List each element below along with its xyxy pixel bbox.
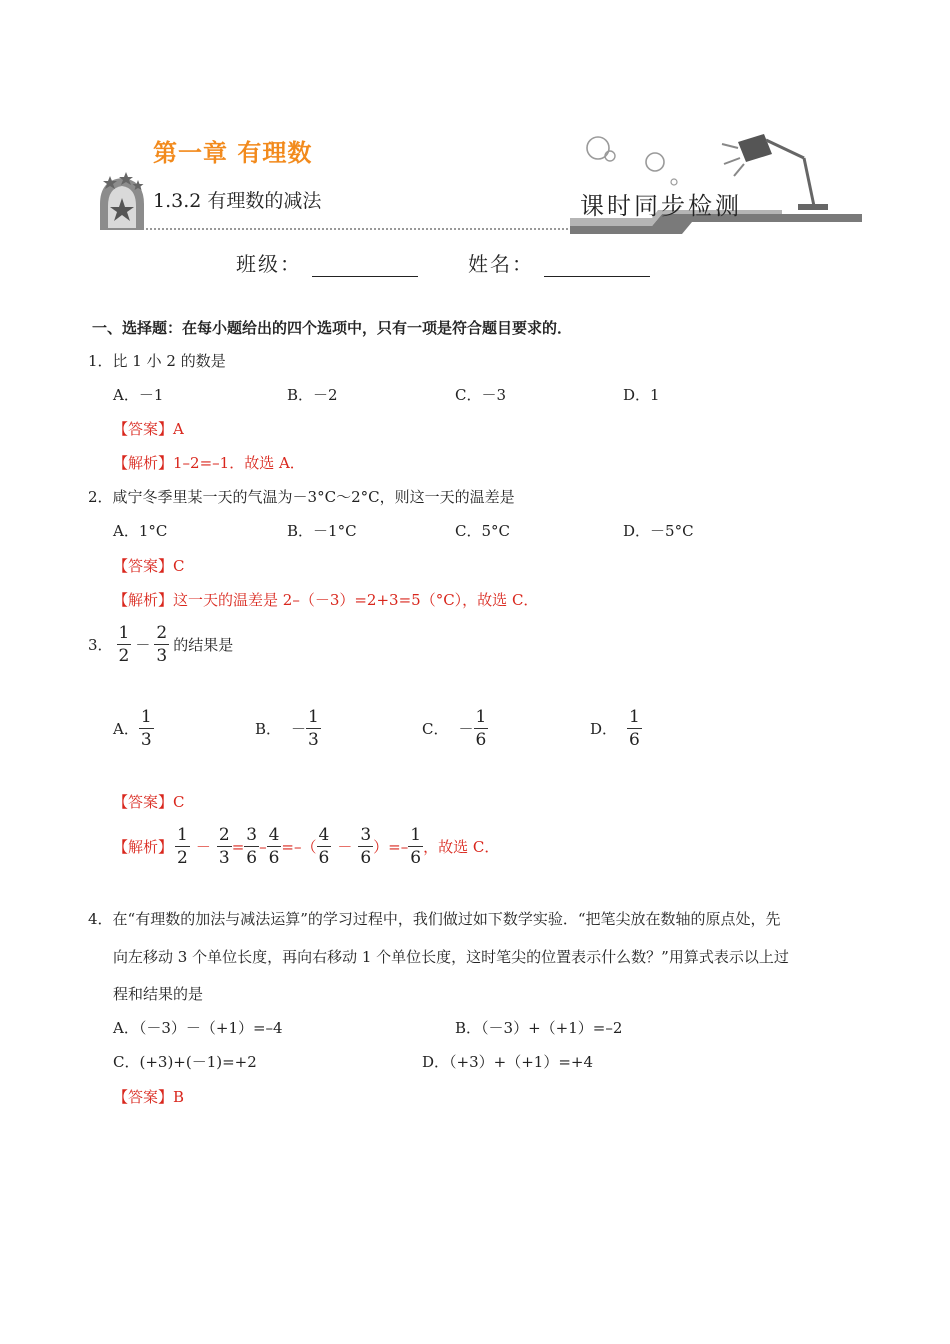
fraction: $\frac{1}{6}$ [475,707,487,750]
option-a: A．－1 [113,386,164,404]
fraction: $\frac{3}{6}$ [360,825,372,868]
fraction: $\frac{4}{6}$ [268,825,280,868]
name-blank[interactable] [544,256,650,277]
question-stem-line-3: 程和结果的是 [113,985,204,1003]
option-d: D．1 [623,386,660,404]
fraction: $\frac{2}{3}$ [218,825,230,868]
lesson-title: 1.3.2 有理数的减法 [153,190,322,212]
answer: 【答案】B [113,1088,185,1106]
question-stem: 1．比 1 小 2 的数是 [88,352,226,370]
option-d: D． $\frac{1}{6}$ [590,707,640,750]
option-b: B．－2 [287,386,338,404]
minus-sign: － [135,636,151,654]
fraction: $\frac{1}{2}$ [177,825,188,868]
name-label: 姓名： [468,252,534,276]
section-title: 一、选择题：在每小题给出的四个选项中，只有一项是符合题目要求的． [92,319,573,337]
answer: 【答案】A [113,420,184,438]
answer: 【答案】C [113,557,185,575]
question-stem-line-2: 向左移动 3 个单位长度，再向右移动 1 个单位长度，这时笔尖的位置表示什么数？”用算式表示以上过 [113,948,789,966]
option-c: C．5°C [455,522,510,540]
question-stem: 2．咸宁冬季里某一天的气温为－3°C～2°C，则这一天的温差是 [88,488,515,506]
analysis: 【解析】 $\frac{1}{2}$ － $\frac{2}{3}$ = $\frac{3}{6}$ – $\frac{4}{6}$ =–（ $\frac{4}{6}$ － $\frac{3}{6}$ ）=– $\frac{1}{6}$ ，故选 C． [113,825,500,868]
option-a: A． $\frac{1}{3}$ [113,707,152,750]
fraction: $\frac{1}{3}$ [140,707,152,750]
name-field [468,248,650,277]
option-c: C．(+3)+(－1)=+2 [113,1053,257,1071]
option-b: B．－1°C [287,522,357,540]
analysis: 【解析】这一天的温差是 2–（－3）=2+3=5（°C），故选 C． [113,591,539,609]
chapter-title: 第一章 有理数 [153,138,313,167]
option-d: D．（+3）+（+1）=+4 [422,1053,593,1071]
option-d: D．－5°C [623,522,694,540]
fraction: $\frac{1}{6}$ [410,825,422,868]
fraction: $\frac{1}{3}$ [308,707,319,750]
fraction: $\frac{2}{3}$ [156,623,168,666]
option-a: A．（－3）－（+1）=–4 [113,1019,283,1037]
question-suffix: 的结果是 [173,636,234,654]
question-stem [88,622,233,667]
fraction: $\frac{1}{2}$ [118,623,130,666]
question-number: 3． [88,636,113,654]
option-a: A．1°C [113,522,168,540]
fraction: $\frac{3}{6}$ [246,825,258,868]
analysis-prefix: 【解析】 [113,838,174,856]
question-stem-line-1: 4．在“有理数的加法与减法运算”的学习过程中，我们做过如下数学实验．“把笔尖放在数轴的原点处，先 [88,910,781,928]
analysis-suffix: ，故选 C． [423,838,500,856]
option-c: C． － $\frac{1}{6}$ [422,707,487,750]
fraction: $\frac{4}{6}$ [318,825,330,868]
class-field [236,248,418,277]
fraction: $\frac{1}{6}$ [629,707,640,750]
option-b: B．（－3）+（+1）=–2 [455,1019,623,1037]
class-label: 班级： [236,252,302,276]
star-badge-icon [100,172,144,230]
sync-label: 课时同步检测 [580,192,742,220]
analysis: 【解析】1–2=–1．故选 A． [113,454,305,472]
answer: 【答案】C [113,793,185,811]
class-blank[interactable] [312,256,418,277]
option-b: B． － $\frac{1}{3}$ [255,707,319,750]
option-c: C．－3 [455,386,507,404]
